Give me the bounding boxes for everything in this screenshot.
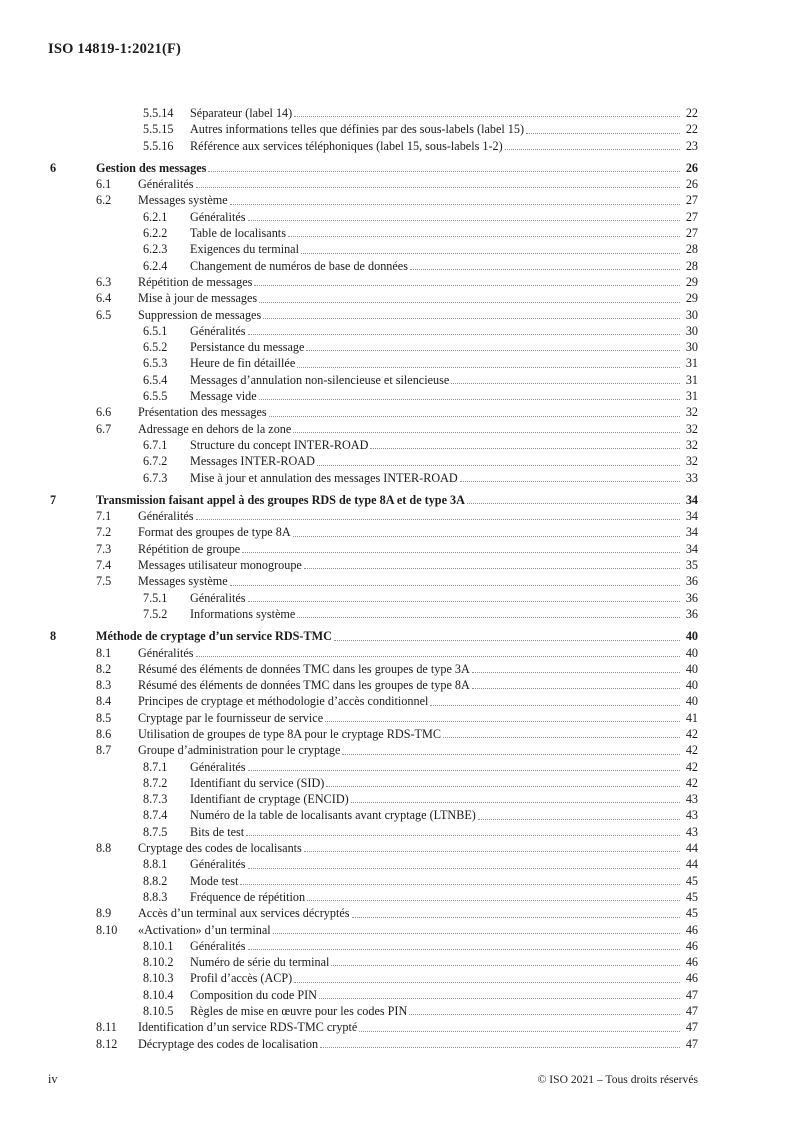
toc-entry-number: 8.10.2 (143, 955, 174, 970)
toc-entry (0, 987, 698, 1003)
toc-leader-dots (409, 1014, 680, 1015)
toc-entry-number: 6.2.2 (143, 226, 168, 241)
toc-entry-title: Profil d’accès (ACP) (190, 971, 293, 986)
toc-entry-page: 26 (685, 177, 698, 192)
toc-entry (0, 176, 698, 192)
toc-entry-number: 6.7.3 (143, 470, 168, 485)
toc-leader-dots (248, 949, 681, 950)
toc-entry-title: Présentation des messages (138, 405, 267, 420)
toc-entry-number: 8.12 (96, 1036, 118, 1051)
toc-leader-dots (352, 917, 680, 918)
toc-entry-number: 6.7 (96, 421, 112, 436)
toc-entry (0, 421, 698, 437)
toc-leader-dots (351, 802, 680, 803)
toc-entry (0, 726, 698, 742)
toc-entry-title: Cryptage des codes de localisants (138, 841, 302, 856)
toc-entry (0, 759, 698, 775)
document-reference-header: ISO 14819-1:2021(F) (48, 41, 182, 57)
toc-leader-dots (526, 133, 680, 134)
toc-entry-page: 47 (685, 1004, 698, 1019)
toc-entry (0, 840, 698, 856)
toc-entry-number: 8.7.4 (143, 808, 168, 823)
toc-entry-number: 8.9 (96, 906, 112, 921)
toc-entry-title: Résumé des éléments de données TMC dans les groupes de type 8A (138, 678, 470, 693)
toc-entry-page: 36 (685, 590, 698, 605)
toc-leader-dots (196, 656, 681, 657)
toc-entry-title: Généralités (190, 857, 246, 872)
toc-entry-page: 46 (685, 938, 698, 953)
toc-entry-page: 31 (685, 372, 698, 387)
toc-entry (0, 290, 698, 306)
toc-entry-number: 7.1 (96, 509, 112, 524)
toc-entry (0, 372, 698, 388)
toc-entry-number: 8.10 (96, 922, 118, 937)
toc-entry-number: 7.5.2 (143, 606, 168, 621)
toc-leader-dots (460, 481, 680, 482)
toc-entry-title: Identifiant du service (SID) (190, 775, 325, 790)
toc-entry-page: 28 (685, 258, 698, 273)
toc-entry-page: 34 (685, 525, 698, 540)
toc-entry-page: 41 (685, 710, 698, 725)
toc-entry-number: 6.5.4 (143, 372, 168, 387)
toc-leader-dots (263, 318, 680, 319)
toc-entry-title: Généralités (190, 323, 246, 338)
toc-entry-number: 8.8.1 (143, 857, 168, 872)
toc-entry-number: 6.5.5 (143, 389, 168, 404)
toc-entry-page: 42 (685, 743, 698, 758)
toc-entry (0, 524, 698, 540)
toc-entry (0, 453, 698, 469)
toc-entry-page: 47 (685, 1020, 698, 1035)
toc-entry-page: 34 (685, 492, 698, 507)
toc-entry (0, 922, 698, 938)
toc-leader-dots (319, 998, 680, 999)
toc-entry-title: Messages système (138, 193, 228, 208)
toc-entry (0, 1003, 698, 1019)
toc-leader-dots (294, 982, 680, 983)
toc-entry-number: 6.7.1 (143, 437, 168, 452)
toc-entry-number: 8.3 (96, 678, 112, 693)
toc-entry-title: Identifiant de cryptage (ENCID) (190, 792, 349, 807)
toc-entry (0, 404, 698, 420)
toc-entry-title: Bits de test (190, 824, 245, 839)
toc-entry (0, 323, 698, 339)
toc-entry-page: 46 (685, 922, 698, 937)
toc-entry-page: 45 (685, 889, 698, 904)
toc-leader-dots (325, 721, 680, 722)
toc-entry-page: 30 (685, 307, 698, 322)
toc-leader-dots (331, 965, 680, 966)
toc-leader-dots (248, 601, 681, 602)
toc-leader-dots (242, 552, 680, 553)
toc-entry-title: Répétition de groupe (138, 541, 241, 556)
toc-entry (0, 192, 698, 208)
toc-entry (0, 905, 698, 921)
toc-entry-title: Numéro de la table de localisants avant cryptage (LTNBE) (190, 808, 476, 823)
toc-entry-title: Fréquence de répétition (190, 889, 306, 904)
toc-entry-number: 8.7.3 (143, 792, 168, 807)
toc-entry (0, 274, 698, 290)
toc-entry (0, 160, 698, 176)
toc-leader-dots (472, 672, 680, 673)
toc-entry-page: 43 (685, 808, 698, 823)
toc-entry (0, 938, 698, 954)
toc-leader-dots (320, 1047, 680, 1048)
toc-entry (0, 508, 698, 524)
toc-leader-dots (254, 285, 680, 286)
table-of-contents (0, 105, 698, 1052)
toc-leader-dots (342, 754, 680, 755)
toc-entry-page: 22 (685, 106, 698, 120)
toc-entry-page: 29 (685, 274, 698, 289)
toc-entry-page: 44 (685, 857, 698, 872)
toc-entry-title: Message vide (190, 389, 257, 404)
toc-entry-number: 7.5 (96, 574, 112, 589)
toc-leader-dots (443, 737, 680, 738)
toc-entry-number: 6.6 (96, 405, 112, 420)
toc-leader-dots (248, 868, 681, 869)
toc-leader-dots (317, 465, 680, 466)
toc-entry (0, 856, 698, 872)
toc-entry-page: 30 (685, 323, 698, 338)
toc-entry-page: 33 (685, 470, 698, 485)
toc-entry-number: 8.10.4 (143, 987, 174, 1002)
toc-entry-page: 45 (685, 873, 698, 888)
toc-entry-number: 7 (50, 492, 57, 507)
toc-leader-dots (301, 253, 680, 254)
toc-entry (0, 209, 698, 225)
toc-entry-page: 32 (685, 405, 698, 420)
toc-entry-title: Composition du code PIN (190, 987, 317, 1002)
toc-entry-title: Accès d’un terminal aux services décryptés (138, 906, 350, 921)
toc-leader-dots (248, 220, 681, 221)
toc-leader-dots (304, 568, 680, 569)
toc-entry-page: 36 (685, 606, 698, 621)
toc-entry-number: 7.5.1 (143, 590, 168, 605)
toc-entry-number: 8.7.2 (143, 775, 168, 790)
toc-leader-dots (297, 617, 680, 618)
toc-entry-page: 26 (685, 160, 698, 175)
toc-leader-dots (269, 416, 680, 417)
toc-entry-page: 46 (685, 971, 698, 986)
toc-entry (0, 807, 698, 823)
toc-entry-number: 8 (50, 629, 57, 644)
toc-entry (0, 437, 698, 453)
toc-entry (0, 138, 698, 154)
toc-entry (0, 889, 698, 905)
toc-leader-dots (359, 1031, 680, 1032)
toc-leader-dots (288, 236, 680, 237)
toc-entry-page: 40 (685, 629, 698, 644)
toc-entry-title: Mise à jour de messages (138, 291, 258, 306)
toc-entry-number: 6.2 (96, 193, 112, 208)
toc-entry-page: 42 (685, 759, 698, 774)
toc-leader-dots (246, 835, 680, 836)
toc-entry-title: Exigences du terminal (190, 242, 299, 257)
toc-leader-dots (297, 367, 680, 368)
toc-entry-title: Généralités (190, 938, 246, 953)
toc-entry-number: 6.2.4 (143, 258, 168, 273)
copyright-notice: © ISO 2021 – Tous droits réservés (537, 1073, 698, 1086)
toc-entry-title: Messages utilisateur monogroupe (138, 558, 302, 573)
toc-entry-page: 42 (685, 775, 698, 790)
toc-entry-page: 22 (685, 122, 698, 137)
toc-entry-page: 34 (685, 509, 698, 524)
toc-entry (0, 661, 698, 677)
toc-entry-number: 6.1 (96, 177, 112, 192)
toc-entry (0, 954, 698, 970)
toc-leader-dots (307, 900, 680, 901)
toc-entry-title: Principes de cryptage et méthodologie d’accès conditionnel (138, 694, 429, 709)
toc-entry (0, 791, 698, 807)
toc-entry-number: 5.5.16 (143, 138, 174, 153)
toc-entry-page: 29 (685, 291, 698, 306)
toc-entry (0, 388, 698, 404)
toc-entry-number: 6.5.2 (143, 340, 168, 355)
toc-entry-page: 47 (685, 987, 698, 1002)
toc-entry (0, 241, 698, 257)
toc-entry-title: Utilisation de groupes de type 8A pour le cryptage RDS-TMC (138, 726, 441, 741)
toc-entry-number: 6 (50, 160, 57, 175)
toc-entry (0, 970, 698, 986)
toc-entry-page: 23 (685, 138, 698, 153)
toc-leader-dots (505, 149, 680, 150)
toc-entry-number: 6.7.2 (143, 454, 168, 469)
toc-entry (0, 225, 698, 241)
toc-entry (0, 742, 698, 758)
toc-entry-number: 6.5.1 (143, 323, 168, 338)
toc-entry-title: Méthode de cryptage d’un service RDS-TMC (96, 629, 332, 644)
toc-entry-title: Décryptage des codes de localisation (138, 1036, 319, 1051)
toc-entry-number: 8.10.3 (143, 971, 174, 986)
toc-entry-number: 6.4 (96, 291, 112, 306)
toc-entry-title: Autres informations telles que définies par des sous-labels (label 15) (190, 122, 525, 137)
toc-entry-number: 6.5.3 (143, 356, 168, 371)
toc-entry-page: 36 (685, 574, 698, 589)
toc-entry (0, 573, 698, 589)
toc-entry (0, 693, 698, 709)
toc-leader-dots (306, 350, 680, 351)
toc-entry (0, 710, 698, 726)
toc-entry-title: Règles de mise en œuvre pour les codes PIN (190, 1004, 408, 1019)
toc-leader-dots (230, 585, 680, 586)
toc-leader-dots (196, 519, 681, 520)
toc-entry-title: Généralités (138, 509, 194, 524)
toc-leader-dots (293, 432, 680, 433)
toc-entry-number: 8.10.5 (143, 1004, 174, 1019)
toc-entry (0, 645, 698, 661)
toc-entry-page: 35 (685, 558, 698, 573)
toc-leader-dots (273, 933, 680, 934)
toc-entry-title: Format des groupes de type 8A (138, 525, 291, 540)
toc-entry (0, 105, 698, 121)
toc-entry (0, 307, 698, 323)
toc-entry-title: Messages INTER-ROAD (190, 454, 315, 469)
toc-entry-title: Mode test (190, 873, 239, 888)
toc-entry (0, 873, 698, 889)
toc-entry-number: 8.7 (96, 743, 112, 758)
toc-entry (0, 824, 698, 840)
toc-entry-title: Changement de numéros de base de données (190, 258, 408, 273)
toc-leader-dots (293, 536, 680, 537)
toc-entry (0, 606, 698, 622)
toc-entry (0, 339, 698, 355)
toc-entry-page: 30 (685, 340, 698, 355)
toc-entry-number: 8.8.3 (143, 889, 168, 904)
toc-entry (0, 1019, 698, 1035)
toc-entry-number: 6.2.1 (143, 209, 168, 224)
toc-entry-page: 43 (685, 792, 698, 807)
toc-entry-page: 40 (685, 678, 698, 693)
toc-entry-number: 6.2.3 (143, 242, 168, 257)
toc-entry-page: 46 (685, 955, 698, 970)
toc-entry-number: 8.5 (96, 710, 112, 725)
toc-entry-page: 28 (685, 242, 698, 257)
toc-leader-dots (294, 116, 680, 117)
toc-leader-dots (370, 448, 680, 449)
toc-entry-number: 8.6 (96, 726, 112, 741)
toc-entry-page: 32 (685, 437, 698, 452)
toc-entry-page: 27 (685, 209, 698, 224)
toc-leader-dots (196, 187, 681, 188)
toc-entry-title: Persistance du message (190, 340, 305, 355)
toc-entry-page: 40 (685, 694, 698, 709)
toc-entry-number: 7.4 (96, 558, 112, 573)
toc-entry-title: Généralités (138, 645, 194, 660)
toc-entry (0, 492, 698, 508)
toc-entry-title: Numéro de série du terminal (190, 955, 330, 970)
toc-entry (0, 258, 698, 274)
toc-leader-dots (326, 786, 680, 787)
toc-entry-title: Cryptage par le fournisseur de service (138, 710, 324, 725)
toc-entry-title: Généralités (190, 590, 246, 605)
toc-entry-title: Mise à jour et annulation des messages INTER-ROAD (190, 470, 458, 485)
toc-entry-page: 31 (685, 356, 698, 371)
toc-entry-page: 42 (685, 726, 698, 741)
page-number-roman: iv (48, 1072, 58, 1086)
toc-entry (0, 677, 698, 693)
toc-entry-number: 8.1 (96, 645, 112, 660)
toc-entry-title: Groupe d’administration pour le cryptage (138, 743, 341, 758)
toc-entry-number: 5.5.14 (143, 106, 174, 120)
toc-entry-title: Transmission faisant appel à des groupes RDS de type 8A et de type 3A (96, 492, 465, 507)
toc-entry-title: Table de localisants (190, 226, 286, 241)
toc-entry-title: Identification d’un service RDS-TMC crypté (138, 1020, 358, 1035)
toc-entry (0, 355, 698, 371)
toc-entry-number: 7.3 (96, 541, 112, 556)
toc-entry-page: 47 (685, 1036, 698, 1051)
toc-entry-number: 8.7.1 (143, 759, 168, 774)
toc-entry-number: 6.3 (96, 274, 112, 289)
toc-entry-number: 8.8.2 (143, 873, 168, 888)
toc-entry-page: 34 (685, 541, 698, 556)
toc-entry-title: Informations système (190, 606, 296, 621)
toc-entry (0, 121, 698, 137)
toc-entry-number: 8.8 (96, 841, 112, 856)
toc-entry-title: Suppression de messages (138, 307, 262, 322)
toc-entry (0, 557, 698, 573)
toc-entry-page: 40 (685, 645, 698, 660)
toc-entry-number: 7.2 (96, 525, 112, 540)
toc-entry-title: Heure de fin détaillée (190, 356, 296, 371)
toc-entry-page: 40 (685, 661, 698, 676)
toc-entry-page: 44 (685, 841, 698, 856)
toc-entry-number: 8.11 (96, 1020, 117, 1035)
toc-entry-page: 27 (685, 226, 698, 241)
toc-entry-title: Référence aux services téléphoniques (label 15, sous-labels 1-2) (190, 138, 503, 153)
toc-leader-dots (410, 269, 680, 270)
toc-leader-dots (259, 399, 680, 400)
toc-entry (0, 541, 698, 557)
toc-entry (0, 1036, 698, 1052)
toc-entry-page: 45 (685, 906, 698, 921)
toc-entry-page: 27 (685, 193, 698, 208)
toc-entry-title: Généralités (190, 759, 246, 774)
toc-entry-title: Structure du concept INTER-ROAD (190, 437, 369, 452)
toc-entry-number: 8.10.1 (143, 938, 174, 953)
toc-leader-dots (451, 383, 680, 384)
toc-leader-dots (467, 503, 680, 504)
toc-entry-number: 5.5.15 (143, 122, 174, 137)
toc-entry-title: Adressage en dehors de la zone (138, 421, 292, 436)
toc-leader-dots (259, 302, 680, 303)
toc-leader-dots (230, 204, 680, 205)
toc-entry-title: Généralités (190, 209, 246, 224)
toc-entry (0, 590, 698, 606)
toc-entry (0, 628, 698, 644)
toc-leader-dots (478, 819, 680, 820)
toc-entry-number: 8.2 (96, 661, 112, 676)
toc-leader-dots (334, 640, 680, 641)
toc-entry-page: 32 (685, 454, 698, 469)
toc-leader-dots (304, 851, 680, 852)
toc-leader-dots (248, 770, 681, 771)
toc-entry-page: 31 (685, 389, 698, 404)
toc-entry-title: Séparateur (label 14) (190, 106, 293, 120)
toc-leader-dots (240, 884, 680, 885)
toc-entry-title: Gestion des messages (96, 160, 207, 175)
toc-entry-title: Répétition de messages (138, 274, 253, 289)
toc-entry-title: Messages d’annulation non-silencieuse et silencieuse (190, 372, 450, 387)
toc-entry-title: Messages système (138, 574, 228, 589)
toc-entry-number: 8.7.5 (143, 824, 168, 839)
toc-entry-title: «Activation» d’un terminal (138, 922, 271, 937)
toc-entry (0, 470, 698, 486)
toc-entry-page: 32 (685, 421, 698, 436)
toc-entry-title: Résumé des éléments de données TMC dans les groupes de type 3A (138, 661, 470, 676)
toc-entry-number: 6.5 (96, 307, 112, 322)
toc-leader-dots (208, 171, 680, 172)
toc-leader-dots (248, 334, 681, 335)
toc-entry-page: 43 (685, 824, 698, 839)
toc-entry-number: 8.4 (96, 694, 112, 709)
toc-entry (0, 775, 698, 791)
toc-entry-title: Généralités (138, 177, 194, 192)
toc-leader-dots (472, 688, 680, 689)
toc-leader-dots (430, 705, 680, 706)
